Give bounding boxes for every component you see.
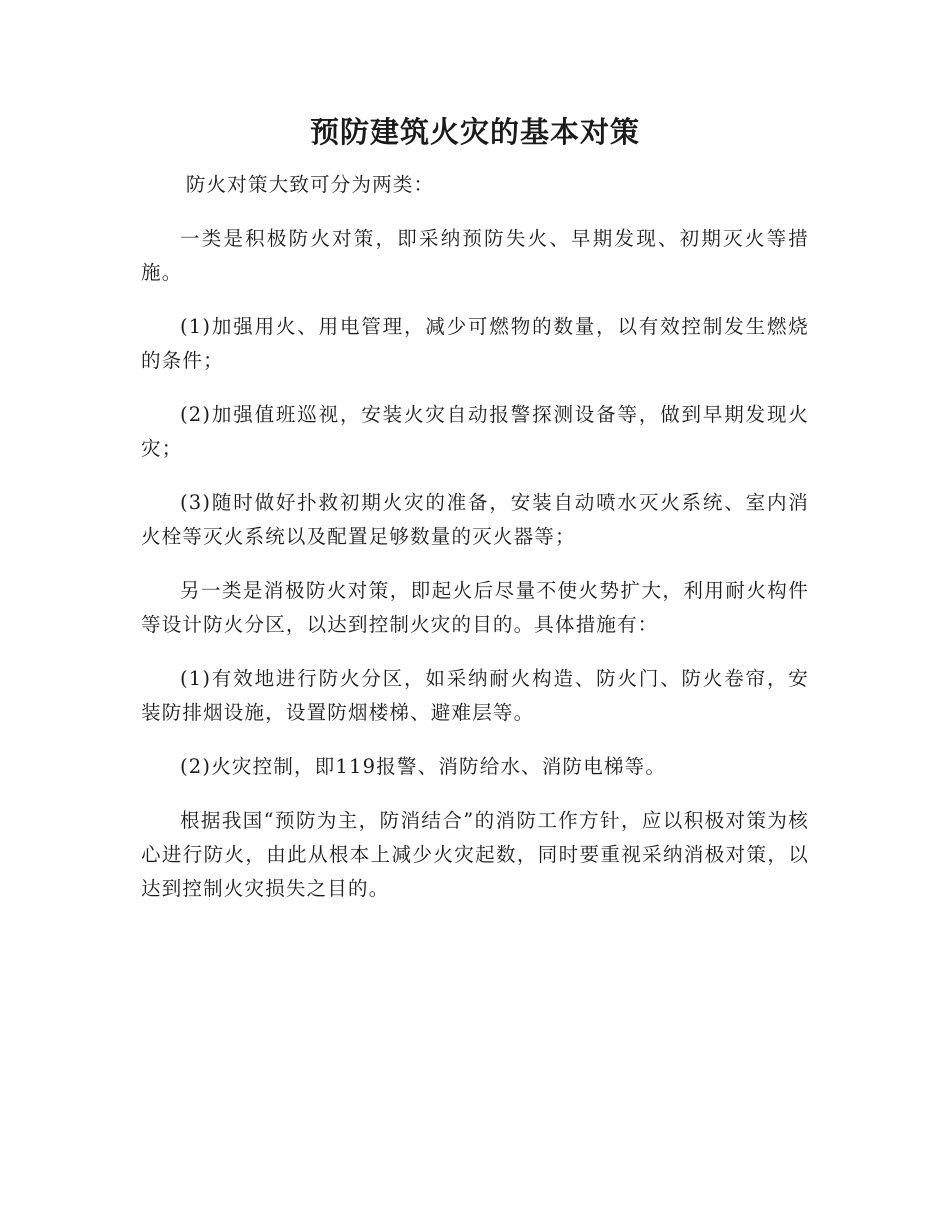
paragraph-intro: 防火对策大致可分为两类： — [185, 173, 435, 196]
paragraph-passive-item-2: (2)火灾控制，即119报警、消防给水、消防电梯等。 — [180, 755, 667, 778]
page-title: 预防建筑火灾的基本对策 — [309, 115, 640, 149]
paragraph-active-item-1: (1)加强用火、用电管理，减少可燃物的数量，以有效控制发生燃烧的条件； — [141, 315, 809, 372]
paragraph-passive-item-1: (1)有效地进行防火分区，如采纳耐火构造、防火门、防火卷帘，安装防排烟设施，设置防烟楼梯、避难层等。 — [141, 667, 809, 724]
paragraph-active-measures: 一类是积极防火对策，即采纳预防失火、早期发现、初期灭火等措施。 — [141, 227, 809, 284]
paragraph-active-item-3: (3)随时做好扑救初期火灾的准备，安装自动喷水灭火系统、室内消火栓等灭火系统以及配置足够数量的灭火器等； — [141, 491, 809, 548]
paragraph-conclusion: 根据我国“预防为主，防消结合”的消防工作方针，应以积极对策为核心进行防火，由此从根本上减少火灾起数，同时要重视采纳消极对策，以达到控制火灾损失之目的。 — [141, 809, 809, 900]
paragraph-active-item-2: (2)加强值班巡视，安装火灾自动报警探测设备等，做到早期发现火灾； — [141, 403, 809, 460]
paragraph-passive-measures: 另一类是消极防火对策，即起火后尽量不使火势扩大，利用耐火构件等设计防火分区，以达到控制火灾的目的。具体措施有： — [141, 579, 809, 636]
document-body — [141, 168, 809, 926]
